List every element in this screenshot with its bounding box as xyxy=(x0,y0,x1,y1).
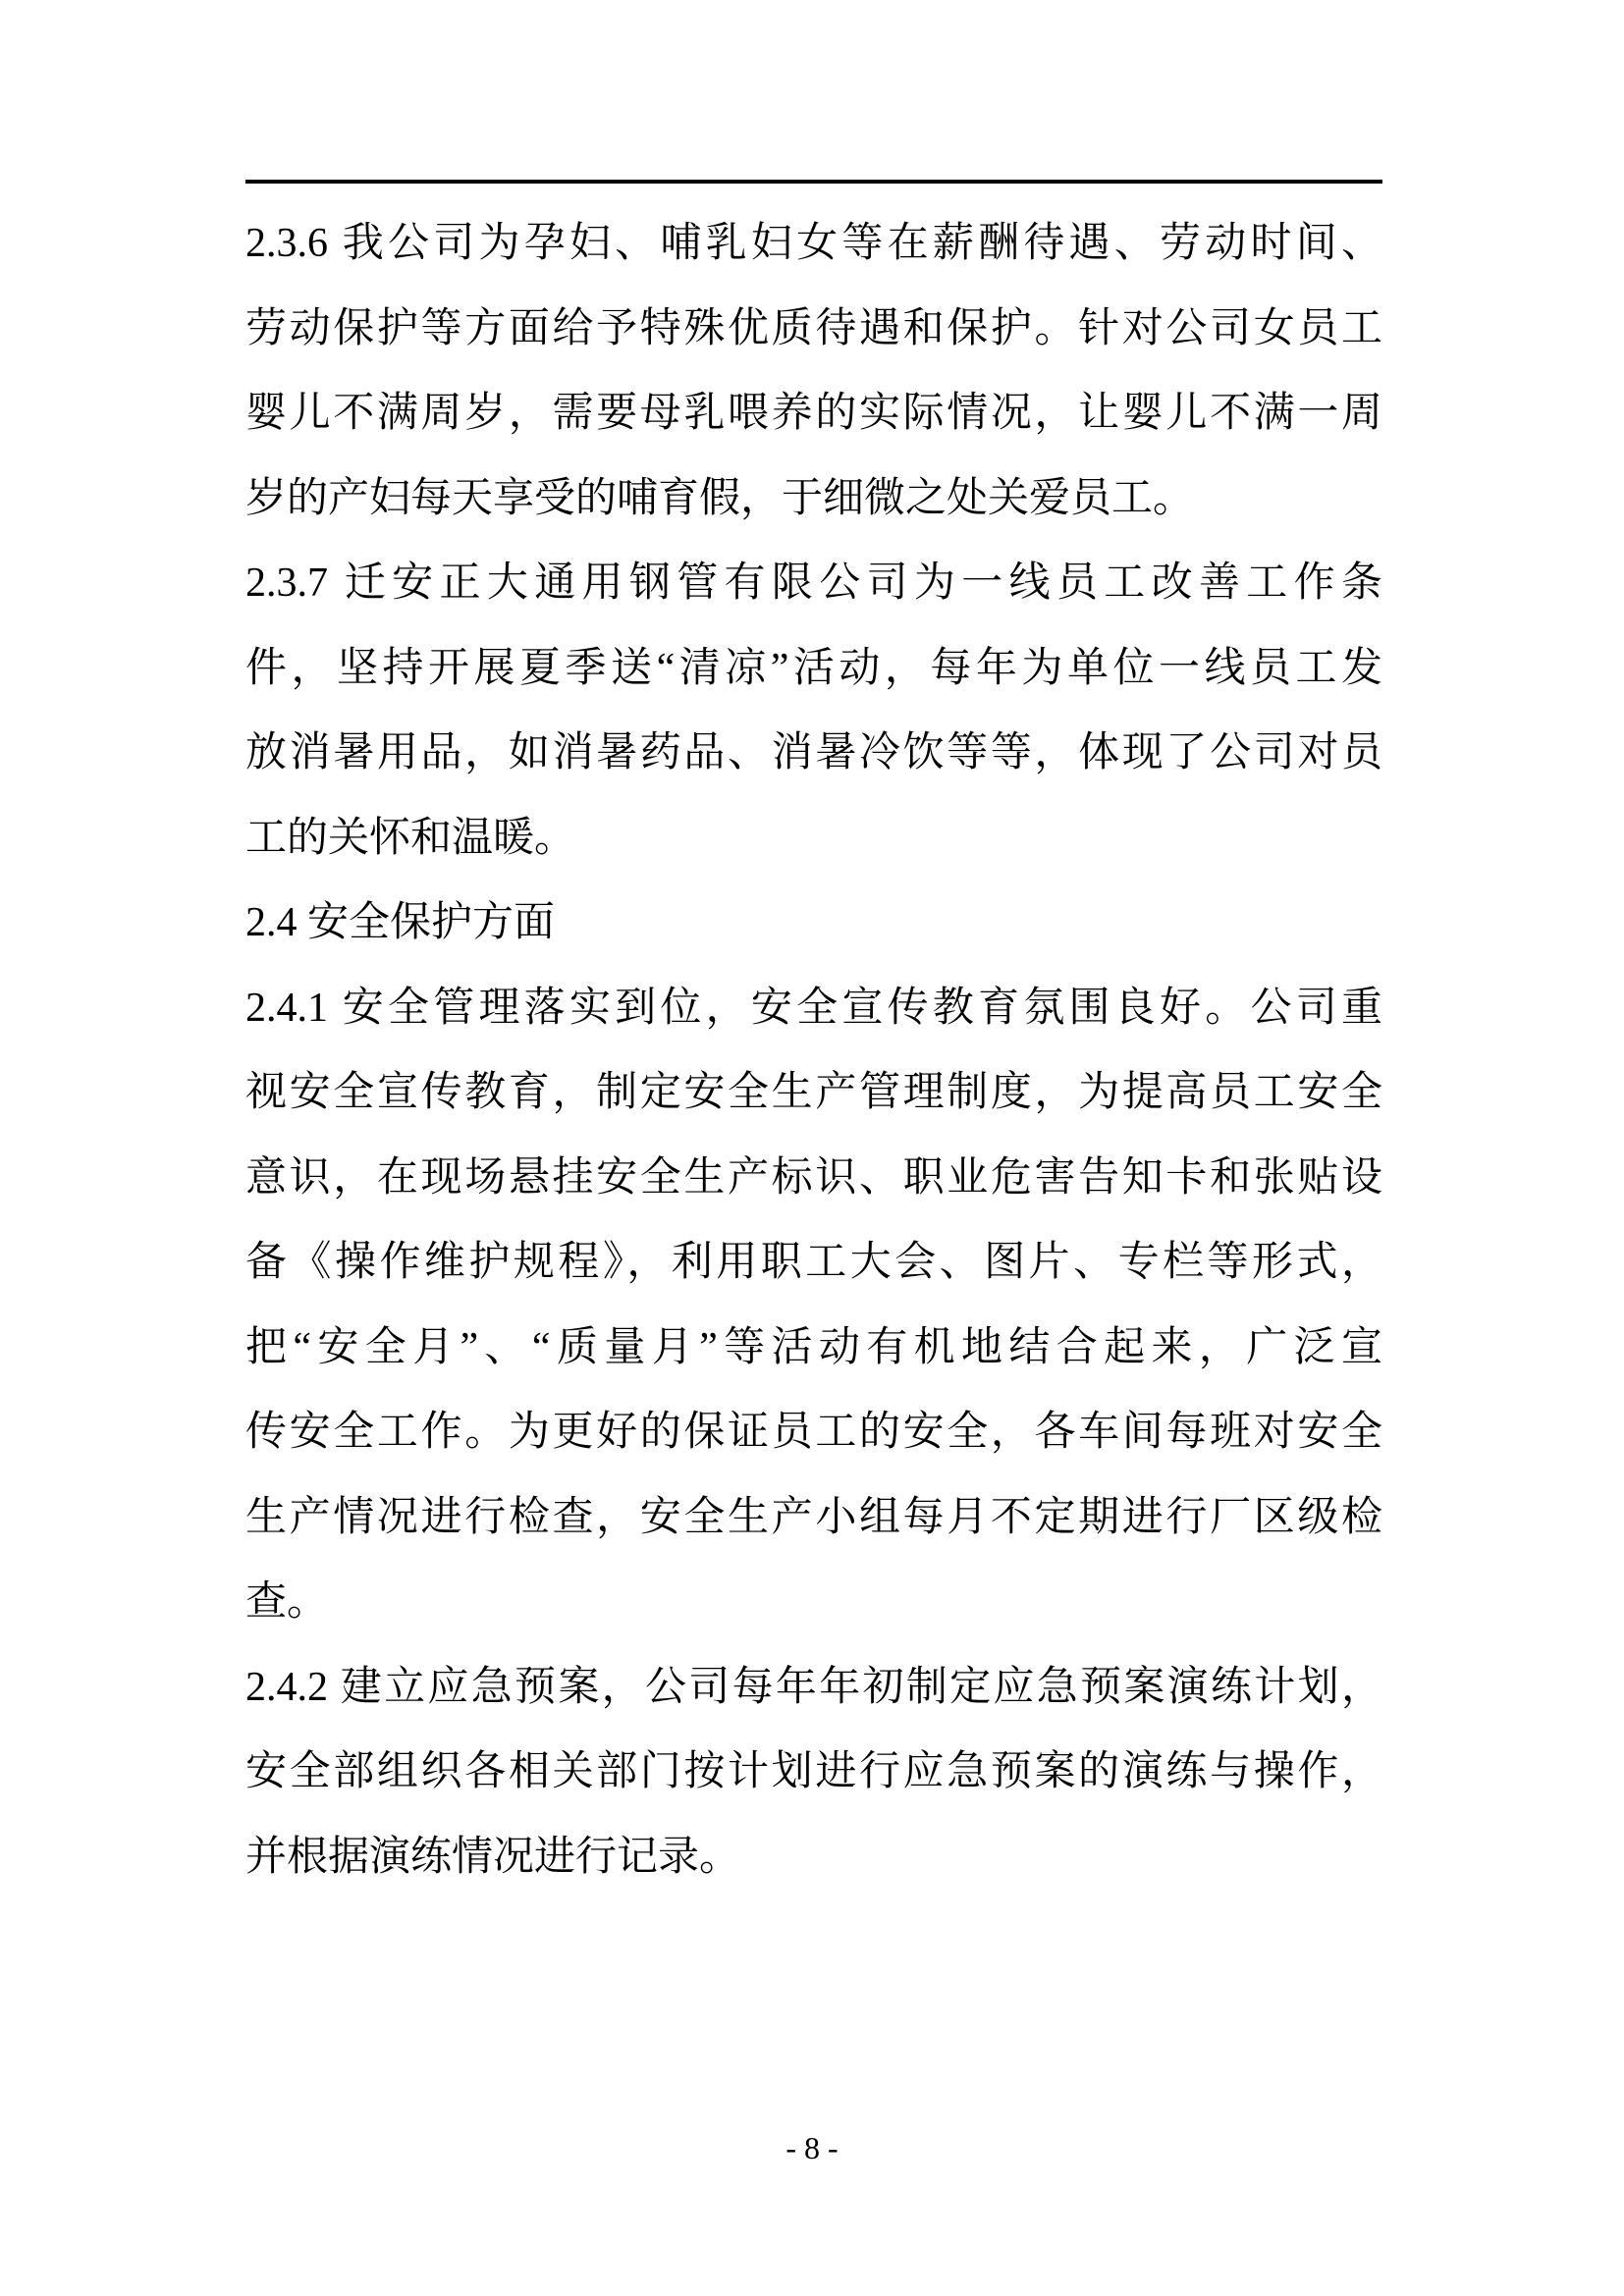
text-line: 备《操作维护规程》，利用职工大会、图片、专栏等形式， xyxy=(245,1240,1382,1285)
text-line: 并根据演练情况进行记录。 xyxy=(245,1834,741,1880)
text-line: 查。 xyxy=(245,1579,329,1625)
text-line: 工的关怀和温暖。 xyxy=(245,815,576,861)
text-line: 劳动保护等方面给予特殊优质待遇和保护。针对公司女员工 xyxy=(245,305,1382,351)
text-line: 2.3.7 迁安正大通用钢管有限公司为一线员工改善工作条 xyxy=(245,561,1382,606)
text-line: 把“安全月”、“质量月”等活动有机地结合起来，广泛宣 xyxy=(245,1324,1382,1370)
text-line: 视安全宣传教育，制定安全生产管理制度，为提高员工安全 xyxy=(245,1070,1382,1115)
document-body xyxy=(245,201,1382,1899)
text-line: 意识，在现场悬挂安全生产标识、职业危害告知卡和张贴设 xyxy=(245,1154,1382,1201)
text-line: 放消暑用品，如消暑药品、消暑冷饮等等，体现了公司对员 xyxy=(245,730,1382,775)
header-rule xyxy=(245,180,1382,184)
text-line: 婴儿不满周岁，需要母乳喂养的实际情况，让婴儿不满一周 xyxy=(245,391,1382,436)
text-line: 岁的产妇每天享受的哺育假，于细微之处关爱员工。 xyxy=(245,475,1195,521)
text-line: 2.3.6 我公司为孕妇、哺乳妇女等在薪酬待遇、劳动时间、 xyxy=(245,221,1382,266)
text-line: 件，坚持开展夏季送“清凉”活动，每年为单位一线员工发 xyxy=(245,645,1382,691)
text-line: 2.4.1 安全管理落实到位，安全宣传教育氛围良好。公司重 xyxy=(245,985,1382,1031)
text-line: 传安全工作。为更好的保证员工的安全，各车间每班对安全 xyxy=(245,1410,1382,1455)
text-line: 2.4.2 建立应急预案，公司每年年初制定应急预案演练计划， xyxy=(245,1664,1382,1710)
text-line: 安全部组织各相关部门按计划进行应急预案的演练与操作， xyxy=(245,1749,1382,1794)
section-heading-line: 2.4 安全保护方面 xyxy=(245,900,556,945)
page-number: - 8 - xyxy=(785,2130,839,2165)
text-line: 生产情况进行检查，安全生产小组每月不定期进行厂区级检 xyxy=(245,1494,1382,1540)
